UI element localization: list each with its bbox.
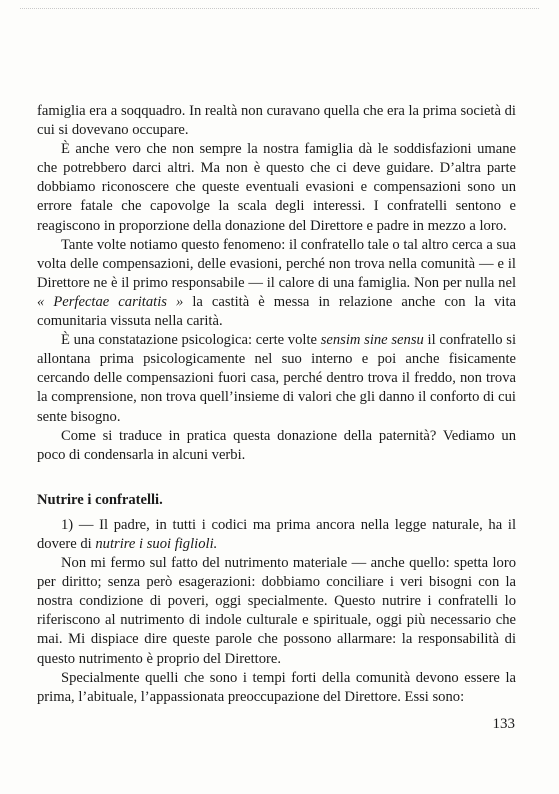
section-title: Nutrire i confratelli. xyxy=(37,491,163,508)
paragraph-7: Non mi fermo sul fatto del nutrimento materiale — anche quello: spetta loro per diritto; senza però esagerazioni: dobbiamo conciliare i veri bisogni con la nostra condizione di poveri, oggi specialmente. Questo nutrire i confratelli lo riferiscono al nutrimento di indole culturale e spirituale, oggi più necessario che mai. Mi dispiace dire queste parole che possono allarmare: la responsabilità di questo nutrimento è proprio del Direttore. xyxy=(37,555,516,667)
page-number: 133 xyxy=(492,716,515,732)
italic-phrase-2: nutrire i suoi figlioli. xyxy=(95,535,218,552)
paragraph-2: È anche vero che non sempre la nostra famiglia dà le soddisfazioni umane che potrebbero darci altri. Ma non è questo che ci deve guidare. D’altra parte dobbiamo riconoscere che queste eventuali evasioni e compensazioni sono un errore fatale che capovolge la scala degli interessi. I confratelli sentono e reagiscono in proporzione della donazione del Direttore e padre in mezzo a loro. xyxy=(37,141,516,234)
italic-citation: « Perfectae caritatis » xyxy=(37,293,184,310)
paragraph-3: Tante volte notiamo questo fenomeno: il confratello tale o tal altro cerca a sua volta delle compensazioni, delle evasioni, perché non trova nella comunità — e il Direttore ne è il primo responsabile — il calore di una famiglia. Non per nulla nel « Perfectae caritatis » la castità è messa in relazione anche con la vita comunitaria vissuta nella carità. xyxy=(37,236,516,330)
body-text xyxy=(37,102,516,707)
italic-phrase: sensim sine sensu xyxy=(320,332,424,349)
paragraph-4: È una constatazione psicologica: certe volte sensim sine sensu il confratello si allontana prima psicologicamente nel suo interno e poi anche fisicamente cercando delle compensazioni fuori casa, perché dentro trova il freddo, non trova la comprensione, non trova quell’insieme di valori che gli danno il conforto di cui sente bisogno. xyxy=(37,332,516,425)
page-top-edge xyxy=(20,8,539,11)
paragraph-1: famiglia era a soqquadro. In realtà non curavano quella che era la prima società di cui si dovevano occupare. xyxy=(37,103,516,139)
paragraph-5: Come si traduce in pratica questa donazione della paternità? Vediamo un poco di condensarla in alcuni verbi. xyxy=(37,427,516,463)
paragraph-6: 1) — Il padre, in tutti i codici ma prima ancora nella legge naturale, ha il dovere di nutrire i suoi figlioli. xyxy=(37,516,516,552)
paragraph-8: Specialmente quelli che sono i tempi forti della comunità devono essere la prima, l’abituale, l’appassionata preoccupazione del Direttore. Essi sono: xyxy=(37,669,516,705)
